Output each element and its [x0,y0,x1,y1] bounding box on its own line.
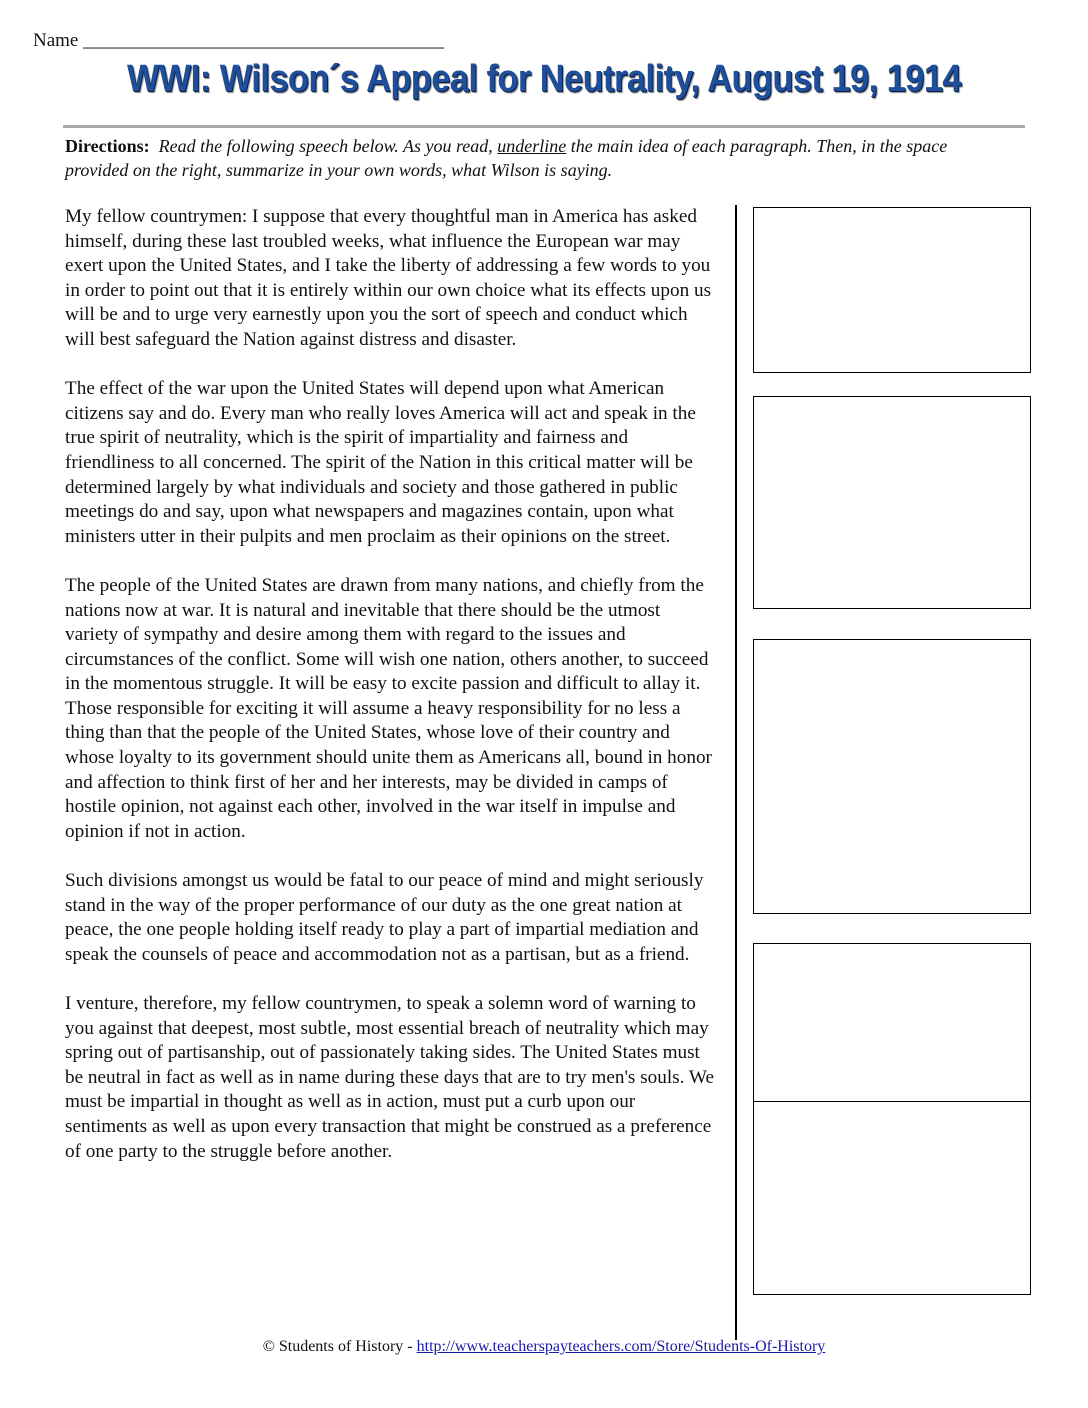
footer [0,1338,1088,1356]
summary-box-4[interactable] [753,943,1031,1115]
title-divider [63,125,1025,128]
directions-label: Directions: [65,136,150,156]
speech-paragraph-1: My fellow countrymen: I suppose that every thoughtful man in America has asked himself, during these last troubled weeks, what influence the European war may exert upon the United States, and I take the liberty of addressing a few words to you in order to point out that it is entirely within our own choice what its effects upon us will be and to urge very earnestly upon you the sort of speech and conduct which will best safeguard the Nation against distress and disaster. [65,206,712,350]
summary-box-2[interactable] [753,396,1031,609]
summary-box-5[interactable] [753,1101,1031,1295]
speech-paragraph-5: I venture, therefore, my fellow countrymen, to speak a solemn word of warning to you against that deepest, most subtle, most essential breach of neutrality which may spring out of partisanship, out of passionately taking sides. The United States must be neutral in fact as well as in name during these days that are to try men's souls. We must be impartial in thought as well as in action, must put a curb upon our sentiments as well as upon every transaction that might be construed as a preference of one party to the struggle before another. [65,993,714,1162]
directions-text-after: the main idea of each paragraph. Then, in the space provided on the right, summarize in your own words, what Wilson is saying. [65,136,948,180]
summary-box-1[interactable] [753,207,1031,373]
speech-paragraph-2: The effect of the war upon the United States will depend upon what American citizens say and do. Every man who really loves America will act and speak in the true spirit of neutrality, which is the spirit of impartiality and fairness and friendliness to all concerned. The spirit of the Nation in this critical matter will be determined largely by what individuals and society and those gathered in public meetings do and say, upon what newspapers and magazines contain, upon what ministers utter in their pulpits and men proclaim as their opinions on the street. [65,378,696,547]
directions-underlined-word: underline [497,136,567,156]
directions [65,134,1005,182]
page-title: WWI: Wilson´s Appeal for Neutrality, August 19, 1914 [127,58,961,100]
speech-text [65,205,715,1189]
summary-box-3[interactable] [753,639,1031,914]
name-field-label: Name ______________________________________ [33,30,445,51]
speech-paragraph-4: Such divisions amongst us would be fatal to our peace of mind and might seriously stand in the way of the proper performance of our duty as the one great nation at peace, the one people holding itself ready to play a part of impartial mediation and speak the counsels of peace and accommodation not as a partisan, but as a friend. [65,870,704,965]
footer-copyright: © Students of History - [262,1338,417,1355]
footer-store-link[interactable]: http://www.teacherspayteachers.com/Store/Students-Of-History [416,1338,826,1355]
column-divider [735,205,737,1340]
speech-paragraph-3: The people of the United States are drawn from many nations, and chiefly from the nations now at war. It is natural and inevitable that there should be the utmost variety of sympathy and desire among them with regard to the issues and circumstances of the conflict. Some will wish one nation, others another, to succeed in the momentous struggle. It will be easy to excite passion and difficult to allay it. Those responsible for exciting it will assume a heavy responsibility for no less a thing than that the people of the United States, whose love of their country and whose loyalty to its government should unite them as Americans all, bound in honor and affection to think first of her and her interests, may be divided in camps of hostile opinion, not against each other, involved in the war itself in impulse and opinion if not in action. [65,574,712,842]
directions-text-before: Read the following speech below. As you read, [158,136,493,156]
